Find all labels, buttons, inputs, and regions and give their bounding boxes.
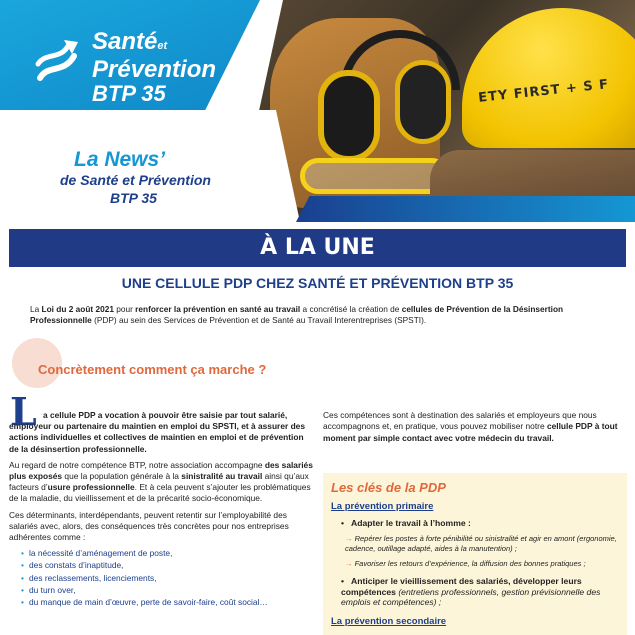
left-paragraph-1 (9, 410, 315, 455)
newsletter-subtitle-1: de Santé et Prévention (60, 172, 211, 188)
logo-text (92, 30, 216, 106)
dropcap-letter: L (10, 389, 37, 434)
primary-prevention-heading: La prévention primaire (331, 501, 434, 512)
arrow-right-icon: → (345, 534, 353, 543)
keys-arrow-item-2 (345, 559, 623, 569)
right-column-paragraph (323, 410, 625, 444)
arrow-right-icon: → (345, 559, 353, 568)
keys-arrow-2-text: Favoriser les retours d’expérience, la diffusion des bonnes pratiques ; (354, 559, 586, 568)
list-item: • la nécessité d’aménagement de poste, (21, 548, 315, 559)
logo-line1-small: et (157, 40, 168, 52)
intro-t1: La (30, 304, 42, 314)
left-p2-t4: . Et à cela peuvent s’ajouter les problématiques de la maladie, du vieillissement et de la précarité socio-économique. (9, 482, 311, 504)
helmet-label: ETY FIRST + S F (477, 77, 610, 106)
left-p2-t3: ainsi qu’aux facteurs d’ (9, 471, 309, 493)
left-p1-text: a cellule PDP a vocation à pouvoir être saisie par tout salarié, employeur ou partenaire du maintien en emploi du SPSTI, et à assurer des actions individuelles et collectives de maintien en emploi et de prévention de la désinsertion professionnelle. (9, 410, 305, 454)
consequences-list (9, 548, 315, 608)
left-column (9, 410, 315, 609)
keys-box (323, 473, 627, 635)
bullet-dot-icon: • (341, 518, 345, 528)
safety-goggles-image (300, 158, 450, 194)
left-p2-b3: usure professionnelle (47, 482, 135, 493)
hero-stripe (296, 196, 635, 222)
list-item: • du manque de main d’œuvre, perte de savoir-faire, coût social… (21, 597, 315, 608)
left-paragraph-2 (9, 460, 315, 505)
left-paragraph-3: Ces déterminants, interdépendants, peuvent retentir sur l’employabilité des salariés avec, alors, des conséquences très concrètes pour nos entreprises adhérentes comme : (9, 509, 289, 543)
hero-banner (0, 0, 635, 222)
intro-paragraph (30, 304, 610, 326)
left-p2-b1: des salariés plus exposés (9, 459, 313, 482)
intro-t2: pour (113, 304, 136, 314)
keys-bullet-2-italic: (entretiens professionnels, gestion prévisionnelle des emplois et compétences) ; (341, 586, 601, 607)
keys-arrow-item-1 (345, 534, 623, 554)
keys-bullet-2 (341, 576, 611, 608)
newsletter-title: La News’ (74, 148, 166, 171)
left-p2-b2: sinistralité au travail (181, 471, 263, 482)
logo-line2: Prévention (92, 56, 217, 83)
keys-bullet-1-text: Adapter le travail à l’homme : (351, 518, 471, 528)
keys-bullet-1 (341, 518, 471, 528)
logo-icon (34, 34, 86, 90)
right-b1: cellule PDP à tout moment par simple contact avec votre médecin du travail. (323, 421, 618, 443)
earmuff-left-image (318, 70, 380, 162)
secondary-prevention-heading: La prévention secondaire (331, 616, 447, 627)
bullet-dot-icon: • (341, 576, 345, 586)
earmuff-right-image (395, 60, 451, 144)
keys-bullet-2-text: Anticiper le vieillissement des salariés, développer leurs compétences (341, 576, 582, 597)
newsletter-subtitle-2: BTP 35 (110, 190, 157, 206)
right-t1: Ces compétences sont à destination des salariés et employeurs que nous accompagnons et, en pratique, vous pouvez mobiliser notre (323, 410, 597, 432)
list-item: • des constats d’inaptitude, (21, 560, 315, 571)
section-banner: À LA UNE (9, 229, 626, 267)
section-title: Concrètement comment ça marche ? (38, 362, 267, 377)
keys-title: Les clés de la PDP (331, 480, 446, 495)
intro-b3: cellules de Prévention de la Désinsertion Professionnelle (30, 304, 564, 325)
logo-line3: BTP 35 (92, 81, 166, 106)
intro-t4: (PDP) au sein des Services de Prévention et de Santé au Travail Interentreprises (SPSTI). (91, 315, 427, 325)
left-p2-t1: Au regard de notre compétence BTP, notre association accompagne (9, 459, 265, 470)
list-item: • du turn over, (21, 585, 315, 596)
intro-b1: Loi du 2 août 2021 (41, 304, 114, 314)
intro-t3: a concrétisé la création de (300, 304, 402, 314)
list-item: • des reclassements, licenciements, (21, 573, 315, 584)
intro-b2: renforcer la prévention en santé au travail (135, 304, 301, 314)
keys-arrow-1-text: Repérer les postes à forte pénibilité ou sinistralité et agir en amont (ergonomie, cadence, outillage adapté, aides à la manutention) ; (345, 534, 617, 553)
logo-line1: Santé (92, 28, 158, 55)
article-headline: UNE CELLULE PDP CHEZ SANTÉ ET PRÉVENTION BTP 35 (121, 275, 514, 291)
left-p2-t2: que la population générale à la (62, 471, 182, 482)
